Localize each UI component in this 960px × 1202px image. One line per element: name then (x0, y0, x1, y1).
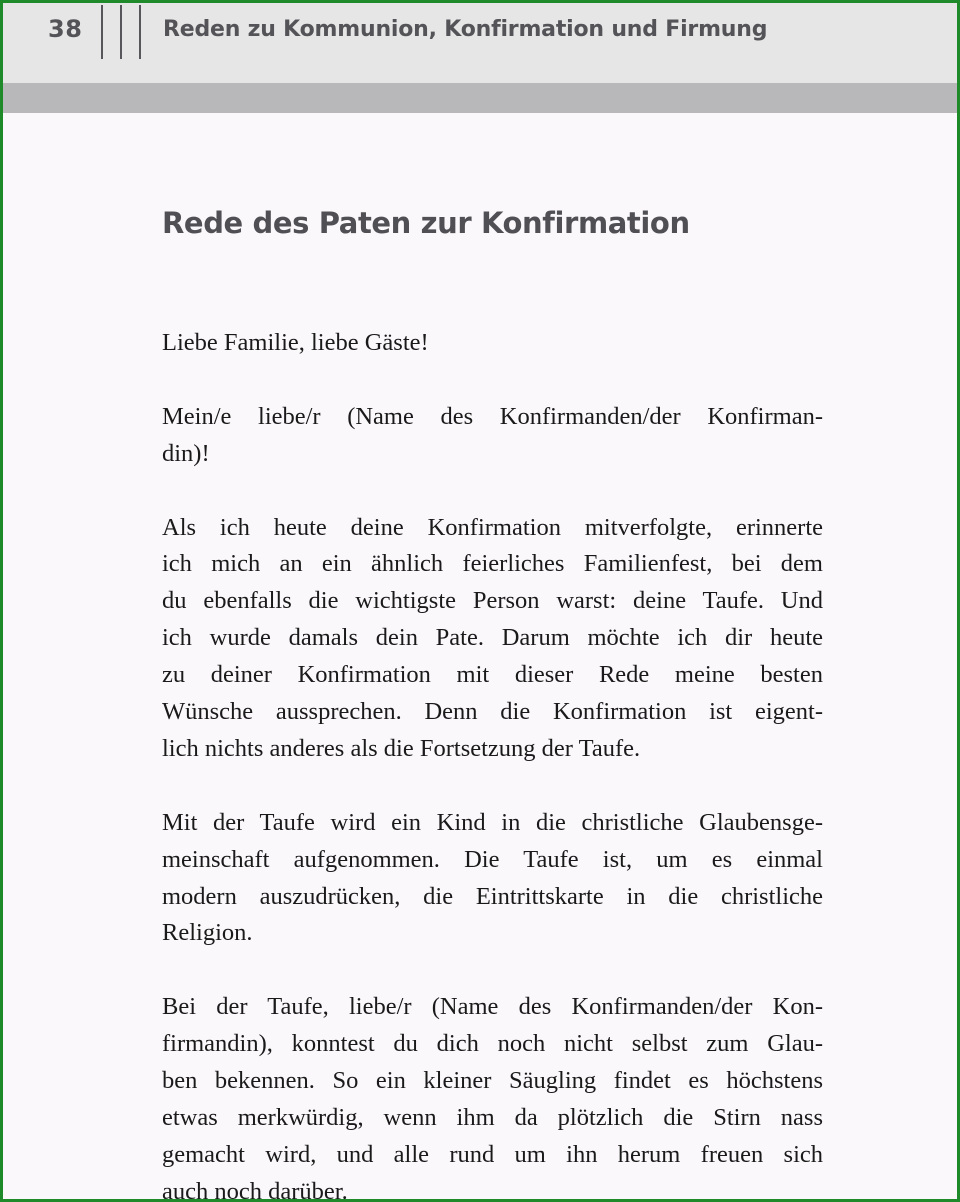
paragraph (162, 399, 823, 473)
body-text (162, 325, 823, 1202)
chapter-title: Rede des Paten zur Konfirmation (162, 206, 690, 240)
text-line: zu deiner Konfirmation mit dieser Rede meine besten (162, 661, 823, 689)
paragraph (162, 510, 823, 768)
text-line: ich mich an ein ähnlich feierliches Familienfest, bei dem (162, 550, 823, 578)
page-header (3, 3, 957, 83)
page-number: 38 (48, 15, 83, 43)
text-line: Religion. (162, 919, 253, 947)
header-divider-line (139, 5, 141, 59)
text-line: gemacht wird, und alle rund um ihn herum freuen sich (162, 1140, 823, 1168)
header-divider-line (120, 5, 122, 59)
text-line: ben bekennen. So ein kleiner Säugling findet es höchstens (162, 1067, 823, 1095)
text-line: auch noch darüber. (162, 1177, 348, 1202)
text-line: Mein/e liebe/r (Name des Konfirmanden/der Konfirman- (162, 402, 823, 430)
header-divider-line (101, 5, 103, 59)
paragraph (162, 989, 823, 1202)
text-line: etwas merkwürdig, wenn ihm da plötzlich die Stirn nass (162, 1103, 823, 1131)
header-band (3, 83, 957, 113)
text-line: Als ich heute deine Konfirmation mitverfolgte, erinnerte (162, 513, 823, 541)
text-line: lich nichts anderes als die Fortsetzung der Taufe. (162, 734, 641, 762)
text-line: Mit der Taufe wird ein Kind in die christliche Glaubensge- (162, 808, 823, 836)
paragraph (162, 805, 823, 953)
text-line: ich wurde damals dein Pate. Darum möchte ich dir heute (162, 624, 823, 652)
text-line: meinschaft aufgenommen. Die Taufe ist, um es einmal (162, 845, 823, 873)
text-line: Bei der Taufe, liebe/r (Name des Konfirmanden/der Kon- (162, 993, 823, 1021)
text-line: firmandin), konntest du dich noch nicht selbst zum Glau- (162, 1030, 823, 1058)
text-line: Liebe Familie, liebe Gäste! (162, 329, 429, 356)
text-line: Wünsche aussprechen. Denn die Konfirmation ist eigent- (162, 698, 823, 726)
text-line: din)! (162, 439, 210, 467)
text-line: du ebenfalls die wichtigste Person warst: deine Taufe. Und (162, 587, 823, 615)
paragraph (162, 325, 823, 362)
text-line: modern auszudrücken, die Eintrittskarte in die christliche (162, 882, 823, 910)
running-head-title: Reden zu Kommunion, Konfirmation und Firmung (163, 17, 768, 42)
